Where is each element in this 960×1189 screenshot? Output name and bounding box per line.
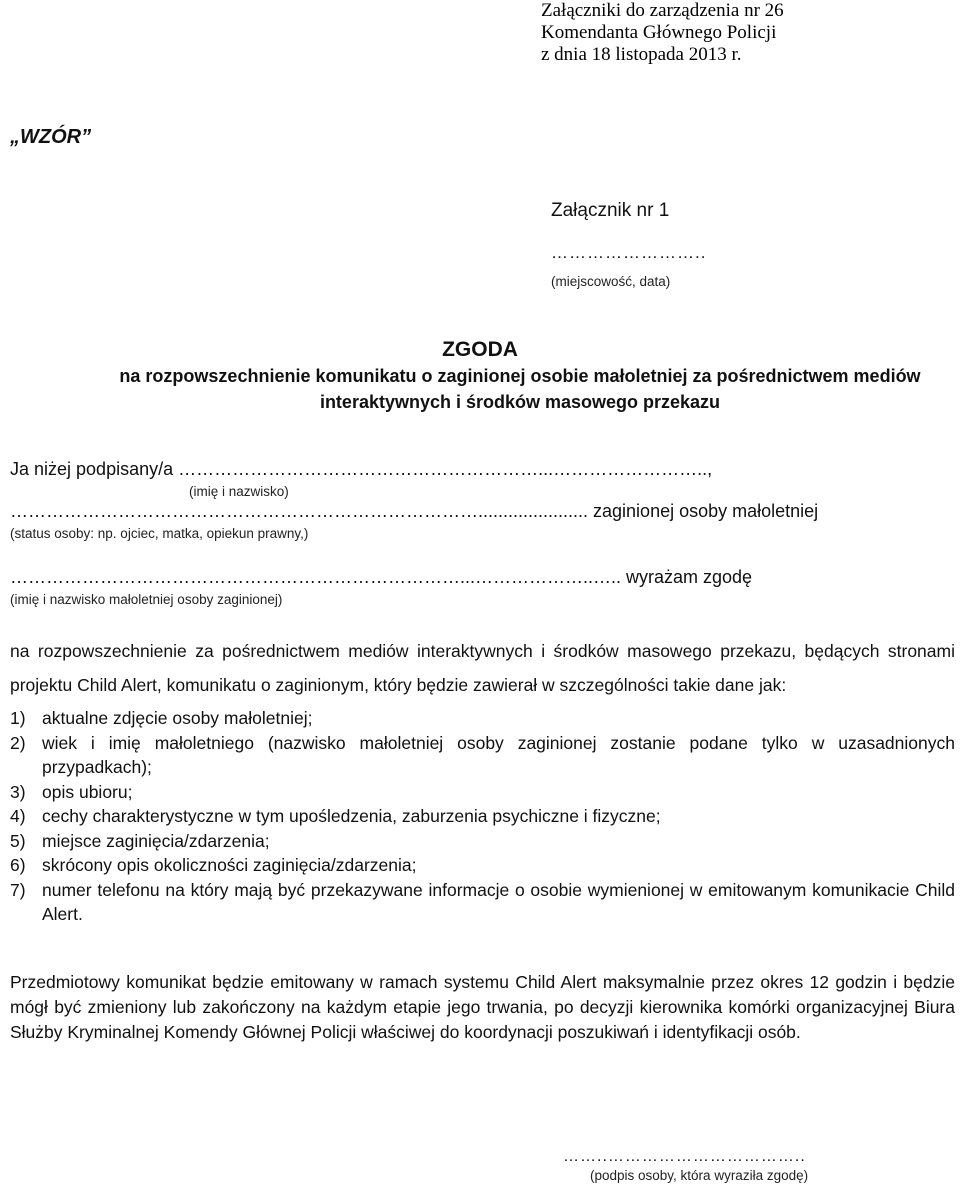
- list-item-text: miejsce zaginięcia/zdarzenia;: [42, 830, 270, 851]
- status-line: ……………………………………………………………………...................... zaginionej osoby małoletniej: [10, 501, 819, 521]
- list-item-number: 3): [10, 781, 26, 802]
- data-items-list: [10, 706, 955, 927]
- status-hint: (status osoby: np. ojciec, matka, opiekun prawny,): [10, 526, 309, 541]
- list-item: [10, 829, 955, 854]
- list-item: [10, 804, 955, 829]
- list-item-text: skrócony opis okoliczności zaginięcia/zdarzenia;: [42, 855, 417, 875]
- list-item-number: 5): [10, 830, 26, 851]
- list-item-text: cechy charakterystyczne w tym upośledzenia, zaburzenia psychiczne i fizyczne;: [42, 806, 661, 826]
- final-paragraph: Przedmiotowy komunikat będzie emitowany w ramach systemu Child Alert maksymalnie przez okres 12 godzin i będzie mógł być zmieniony lub zakończony na każdym etapie jego trwania, po decyzji kierownika komórki organizacyjnej Biura Służby Kryminalnej Komendy Głównej Policji właściwej do koordynacji poszukiwań i identyfikacji osób.: [10, 972, 955, 1042]
- list-item: [10, 731, 955, 780]
- signed-line: Ja niżej podpisany/a ……………………………………………………...……………………..,: [10, 459, 713, 479]
- signature-field: ……..……………………………..: [563, 1148, 806, 1165]
- header-line-2: Komendanta Głównego Policji: [541, 22, 777, 43]
- place-date-field: ……………………..: [551, 243, 707, 262]
- list-item: [10, 878, 955, 927]
- list-item-number: 7): [10, 879, 26, 900]
- list-item: [10, 853, 955, 878]
- list-item-number: 6): [10, 855, 26, 875]
- place-date-hint: (miejscowość, data): [551, 274, 671, 289]
- list-item-number: 2): [10, 732, 26, 753]
- consent-paragraph: na rozpowszechnienie za pośrednictwem mediów interaktywnych i środków masowego przekazu, będących stronami projektu Child Alert, komunikatu o zaginionym, który będzie zawierał w szczególności takie dane jak:: [10, 641, 955, 695]
- header-line-3: z dnia 18 listopada 2013 r.: [541, 44, 742, 65]
- minor-line: …………………………………………………………………...………………..….. wyrażam zgodę: [10, 567, 753, 587]
- name-hint: (imię i nazwisko): [189, 484, 289, 499]
- list-item-text: wiek i imię małoletniego (nazwisko małoletniej osoby zaginionej zostanie podane tylko w uzasadnionych przypadkach);: [42, 732, 955, 777]
- header-line-1: Załączniki do zarządzenia nr 26: [541, 0, 784, 21]
- form-subtitle: na rozpowszechnienie komunikatu o zaginionej osobie małoletniej za pośrednictwem mediów interaktywnych i środków masowego przekazu: [119, 366, 921, 412]
- list-item-text: numer telefonu na który mają być przekazywane informacje o osobie wymienionej w emitowanym komunikacie Child Alert.: [42, 879, 955, 924]
- list-item-number: 1): [10, 708, 26, 728]
- list-item-number: 4): [10, 806, 26, 826]
- list-item-text: opis ubioru;: [42, 781, 133, 802]
- list-item: [10, 780, 955, 805]
- list-item: [10, 706, 955, 731]
- list-item-text: aktualne zdjęcie osoby małoletniej;: [42, 708, 313, 728]
- form-title: ZGODA: [442, 338, 518, 361]
- document-header: [541, 0, 784, 66]
- minor-hint: (imię i nazwisko małoletniej osoby zaginionej): [10, 592, 283, 607]
- signature-hint: (podpis osoby, która wyraziła zgodę): [590, 1168, 809, 1183]
- attachment-number: Załącznik nr 1: [551, 200, 670, 221]
- template-mark: „WZÓR”: [10, 126, 92, 148]
